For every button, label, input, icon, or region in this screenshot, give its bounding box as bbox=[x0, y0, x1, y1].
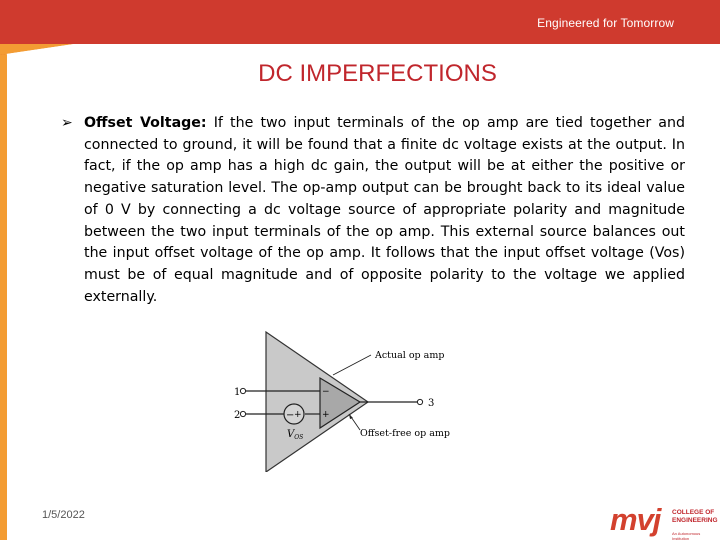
offset-free-op-amp-label: Offset-free op amp bbox=[360, 428, 450, 439]
opamp-plus-sign: + bbox=[322, 410, 330, 420]
logo-wordmark: mvj bbox=[610, 502, 661, 537]
actual-op-amp-label: Actual op amp bbox=[375, 350, 445, 361]
opamp-minus-sign: − bbox=[322, 387, 330, 397]
slide-title: DC IMPERFECTIONS bbox=[258, 60, 497, 87]
source-label-v: V bbox=[287, 429, 295, 440]
bullet-text: If the two input terminals of the op amp are tied together and connected to ground, it will be found that a finite dc voltage exists at the output. In fact, if the op amp has a high dc gain, the output will be at either the positive or negative saturation level. The op-amp output can be brought back to its ideal value of 0 V by connecting a dc voltage source of appropriate polarity and magnitude between the two input terminals of the op amp. This external source balances out the input offset voltage of the op amp. It follows that the input offset voltage (Vos) must be of equal magnitude and of opposite polarity to the voltage we applied externally. bbox=[84, 115, 685, 305]
terminal-1-label: 1 bbox=[234, 387, 241, 398]
logo-line-2: ENGINEERING bbox=[672, 517, 718, 524]
header-tagline: Engineered for Tomorrow bbox=[537, 16, 674, 30]
terminal-3-label: 3 bbox=[428, 398, 435, 409]
logo-tagline: An Autonomous Institution bbox=[672, 531, 701, 540]
arrow-bullet-icon: ➢ bbox=[61, 115, 73, 131]
source-label-subscript: OS bbox=[294, 434, 304, 441]
logo-line-1: COLLEGE OF bbox=[672, 509, 715, 516]
bullet-paragraph bbox=[84, 113, 685, 308]
source-plus-sign: + bbox=[294, 410, 302, 420]
terminal-2-label: 2 bbox=[234, 410, 241, 421]
offset-voltage-figure bbox=[228, 330, 460, 472]
college-logo bbox=[606, 502, 716, 538]
bullet-term: Offset Voltage: bbox=[84, 115, 207, 131]
slide-date: 1/5/2022 bbox=[42, 509, 85, 521]
source-minus-sign: − bbox=[286, 410, 295, 421]
